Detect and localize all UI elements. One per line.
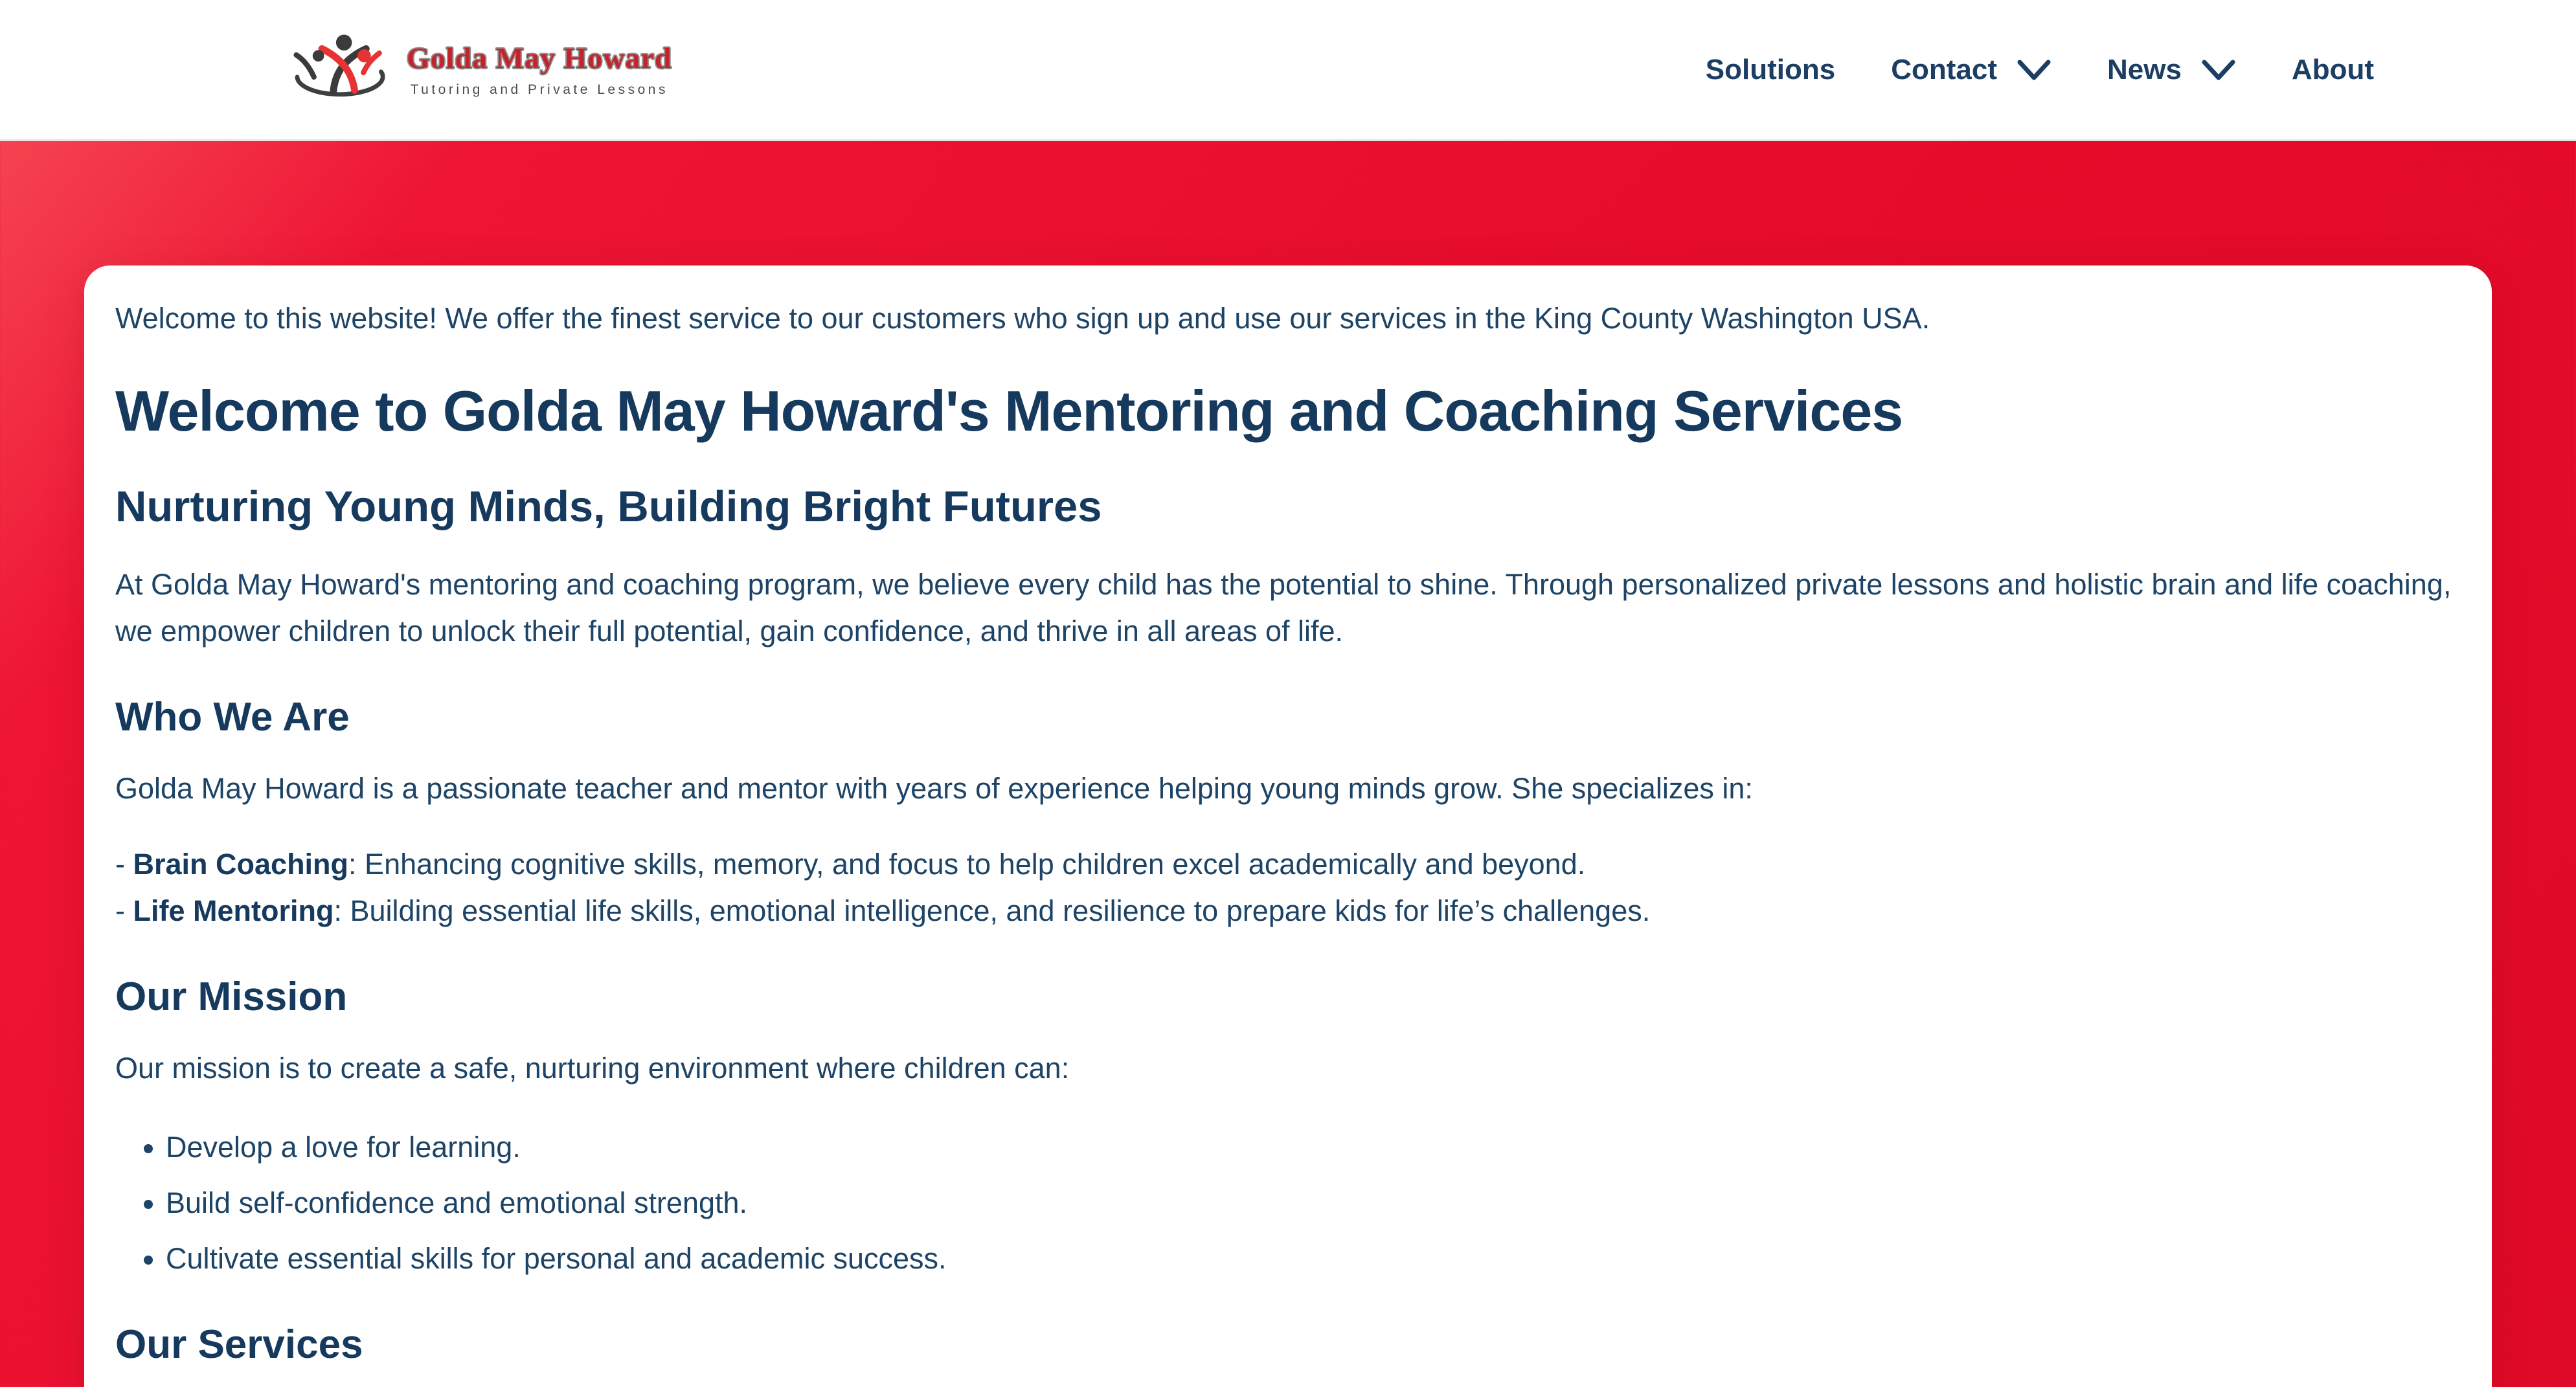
nav-label: Contact xyxy=(1891,53,1997,85)
page-subtitle: Nurturing Young Minds, Building Bright Futures xyxy=(115,482,1102,531)
section-heading-our-mission: Our Mission xyxy=(115,975,348,1019)
section-heading-who-we-are: Who We Are xyxy=(115,695,350,739)
list-item: • Build self-confidence and emotional strength. xyxy=(166,1180,2461,1226)
nav-label: News xyxy=(2107,53,2182,85)
main-nav xyxy=(1706,54,2374,86)
content-card xyxy=(84,265,2492,1387)
chevron-down-icon xyxy=(2017,59,2051,81)
nav-link-about[interactable] xyxy=(2292,54,2374,86)
specialties-text xyxy=(115,841,2461,934)
brand-title: Golda May Howard xyxy=(407,41,672,74)
specialty-prefix: - xyxy=(115,848,133,881)
list-item: • Develop a love for learning. xyxy=(166,1124,2461,1171)
page-title: Welcome to Golda May Howard's Mentoring and Coaching Services xyxy=(115,379,1903,443)
chevron-down-icon xyxy=(2201,59,2236,81)
site-header xyxy=(0,0,2576,141)
nav-link-contact[interactable] xyxy=(1891,54,2051,86)
specialty-desc: : Building essential life skills, emotional intelligence, and resilience to prepare kids for life’s challenges. xyxy=(333,894,1651,927)
specialty-term-life-mentoring: Life Mentoring xyxy=(133,894,334,927)
brand-tagline: Tutoring and Private Lessons xyxy=(410,82,668,97)
intro-text: Welcome to this website! We offer the finest service to our customers who sign up and use our services in the King County Washington USA. xyxy=(115,302,1930,335)
section-heading-our-services: Our Services xyxy=(115,1322,363,1367)
list-item: • Cultivate essential skills for personal and academic success. xyxy=(166,1235,2461,1282)
specialty-desc: : Enhancing cognitive skills, memory, and focus to help children excel academically and beyond. xyxy=(348,848,1586,881)
lead-paragraph: At Golda May Howard's mentoring and coaching program, we believe every child has the potential to shine. Through personalized private lessons and holistic brain and life coaching, we empower children to unlock their full potential, gain confidence, and thrive in all areas of life. xyxy=(115,568,2452,648)
who-we-are-text: Golda May Howard is a passionate teacher and mentor with years of experience helping young minds grow. She specializes in: xyxy=(115,772,1753,805)
nav-link-news[interactable] xyxy=(2107,54,2236,86)
specialty-prefix: - xyxy=(115,894,133,927)
specialty-term-brain-coaching: Brain Coaching xyxy=(133,848,349,881)
mission-list xyxy=(115,1124,2461,1282)
nav-label: About xyxy=(2291,53,2374,85)
brand-logo[interactable] xyxy=(290,28,672,111)
brand-text xyxy=(407,42,672,98)
nav-label: Solutions xyxy=(1705,53,1836,85)
nav-link-solutions[interactable] xyxy=(1706,54,1835,86)
people-logo-icon xyxy=(290,28,387,111)
mission-text: Our mission is to create a safe, nurturing environment where children can: xyxy=(115,1052,1070,1085)
